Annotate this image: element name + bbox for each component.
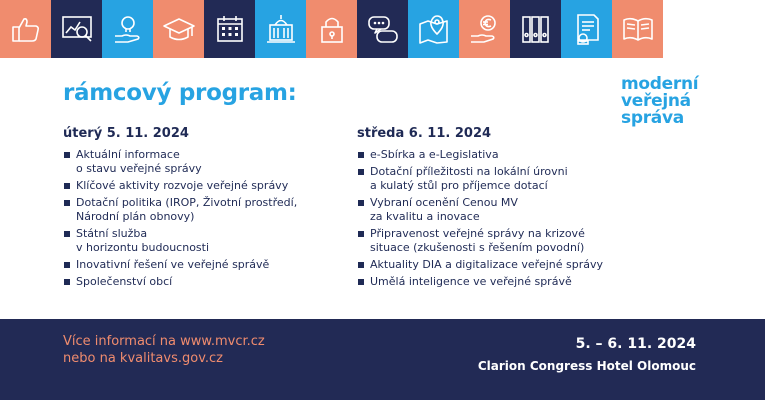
tile-chart-magnifier xyxy=(51,0,102,58)
day2-item: Připravenost veřejné správy na krizové situace (zkušenosti s řešením povodní) xyxy=(357,227,657,255)
program-heading: rámcový program: xyxy=(63,80,297,106)
tile-graduation-cap xyxy=(153,0,204,58)
day1-item: Státní služba v horizontu budoucnosti xyxy=(63,227,343,255)
day2-column xyxy=(357,126,657,292)
calendar-icon xyxy=(213,12,247,46)
tile-thumbs-up xyxy=(0,0,51,58)
tile-map-pin xyxy=(408,0,459,58)
logo-line-2: veřejná xyxy=(621,91,691,111)
day2-item: Dotační příležitosti na lokální úrovni a kulatý stůl pro příjemce dotací xyxy=(357,165,657,193)
day1-column xyxy=(63,126,343,292)
speech-bubbles-icon xyxy=(366,12,400,46)
day1-item: Klíčové aktivity rozvoje veřejné správy xyxy=(63,179,343,193)
day1-title: úterý 5. 11. 2024 xyxy=(63,126,189,141)
government-building-icon xyxy=(264,12,298,46)
day2-list xyxy=(357,148,657,289)
event-venue: Clarion Congress Hotel Olomouc xyxy=(477,359,696,373)
logo-line-1: moderní xyxy=(621,74,699,94)
day2-item: Vybraní ocenění Cenou MV za kvalitu a inovace xyxy=(357,196,657,224)
hand-lightbulb-icon xyxy=(111,12,145,46)
binders-icon xyxy=(519,12,553,46)
day1-item: Aktuální informace o stavu veřejné správy xyxy=(63,148,343,176)
moderni-verejna-sprava-logo xyxy=(621,76,698,127)
tile-certificate-stamp xyxy=(561,0,612,58)
tile-padlock xyxy=(306,0,357,58)
padlock-icon xyxy=(315,12,349,46)
thumbs-up-icon xyxy=(9,12,43,46)
day2-item: e-Sbírka a e-Legislativa xyxy=(357,148,657,162)
more-info-text: Více informací na www.mvcr.cz nebo na kvalitavs.gov.cz xyxy=(63,334,265,366)
hand-euro-icon xyxy=(468,12,502,46)
day1-item: Společenství obcí xyxy=(63,275,343,289)
logo-line-3: správa xyxy=(621,108,684,128)
event-dates: 5. – 6. 11. 2024 xyxy=(575,336,696,352)
day2-title: středa 6. 11. 2024 xyxy=(357,126,492,141)
graduation-cap-icon xyxy=(162,12,196,46)
open-book-icon xyxy=(621,12,655,46)
tile-hand-lightbulb xyxy=(102,0,153,58)
day2-item: Umělá inteligence ve veřejné správě xyxy=(357,275,657,289)
chart-magnifier-icon xyxy=(60,12,94,46)
day1-item: Dotační politika (IROP, Životní prostředí, Národní plán obnovy) xyxy=(63,196,343,224)
tile-calendar xyxy=(204,0,255,58)
day2-item: Aktuality DIA a digitalizace veřejné správy xyxy=(357,258,657,272)
certificate-stamp-icon xyxy=(570,12,604,46)
tile-binders xyxy=(510,0,561,58)
map-pin-icon xyxy=(417,12,451,46)
day1-list xyxy=(63,148,343,289)
tile-speech-bubbles xyxy=(357,0,408,58)
tile-open-book xyxy=(612,0,663,58)
day1-item: Inovativní řešení ve veřejné správě xyxy=(63,258,343,272)
tile-hand-euro xyxy=(459,0,510,58)
tile-government-building xyxy=(255,0,306,58)
icon-strip xyxy=(0,0,765,58)
